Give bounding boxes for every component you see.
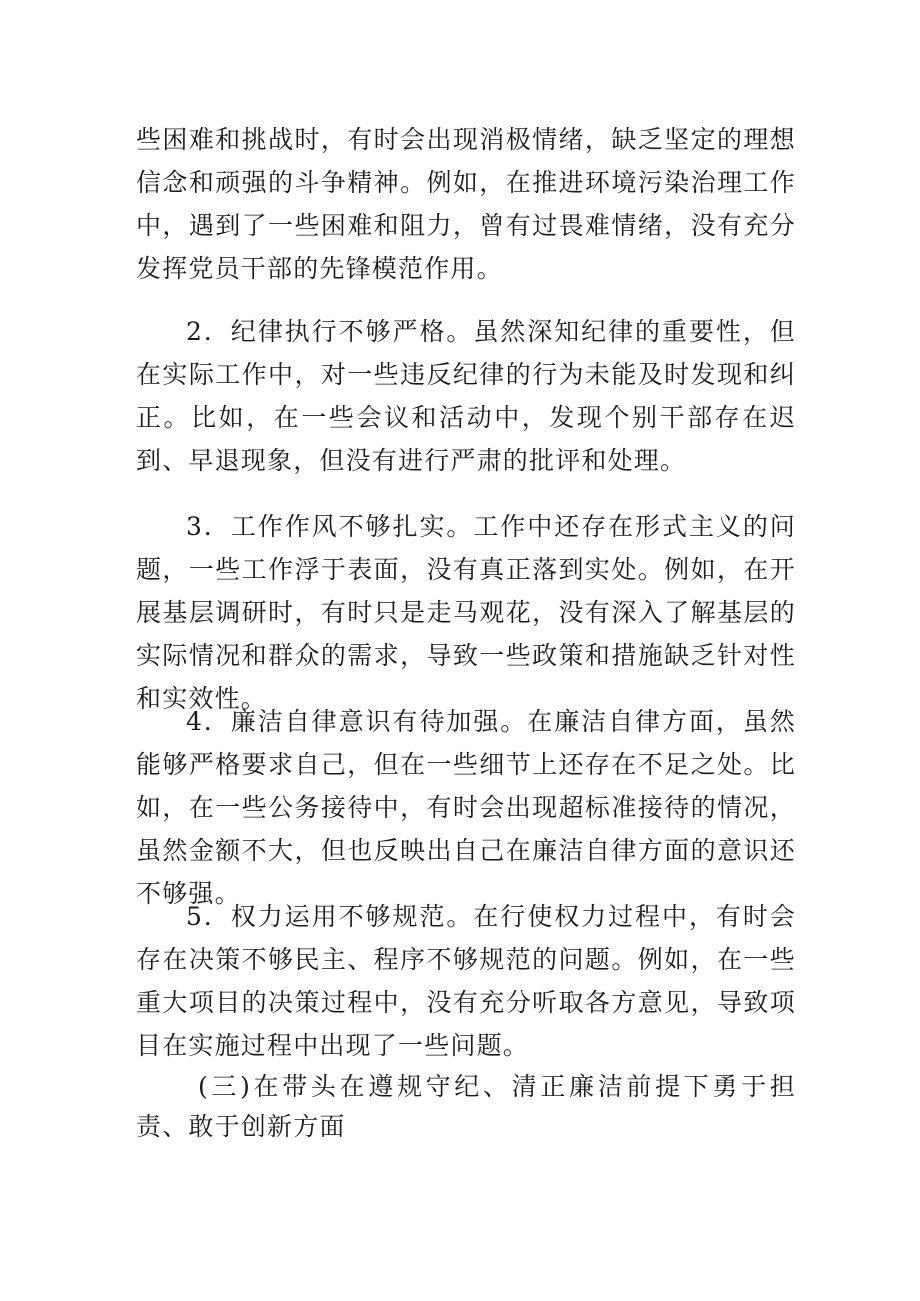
paragraph-continuation: 些困难和挑战时，有时会出现消极情绪，缺乏坚定的理想信念和顽强的斗争精神。例如，在推进环境污染治理工作中，遇到了一些困难和阻力，曾有过畏难情绪，没有充分发挥党员干部的先锋模范作用。 xyxy=(136,125,796,283)
paragraph-item-4: 4．廉洁自律意识有待加强。在廉洁自律方面，虽然能够严格要求自己，但在一些细节上还存在不足之处。比如，在一些公务接待中，有时会出现超标准接待的情况，虽然金额不大，但也反映出自己在廉洁自律方面的意识还不够强。 xyxy=(136,707,796,908)
section-heading-3: (三)在带头在遵规守纪、清正廉洁前提下勇于担责、敢于创新方面 xyxy=(136,1072,796,1141)
paragraph-item-3: 3．工作作风不够扎实。工作中还存在形式主义的问题，一些工作浮于表面，没有真正落到实处。例如，在开展基层调研时，有时只是走马观花，没有深入了解基层的实际情况和群众的需求，导致一些政策和措施缺乏针对性和实效性。 xyxy=(136,512,796,713)
paragraph-item-2: 2．纪律执行不够严格。虽然深知纪律的重要性，但在实际工作中，对一些违反纪律的行为未能及时发现和纠正。比如，在一些会议和活动中，发现个别干部存在迟到、早退现象，但没有进行严肃的批评和处理。 xyxy=(136,317,796,475)
paragraph-item-5: 5．权力运用不够规范。在行使权力过程中，有时会存在决策不够民主、程序不够规范的问题。例如，在一些重大项目的决策过程中，没有充分听取各方意见，导致项目在实施过程中出现了一些问题。 xyxy=(136,902,796,1060)
